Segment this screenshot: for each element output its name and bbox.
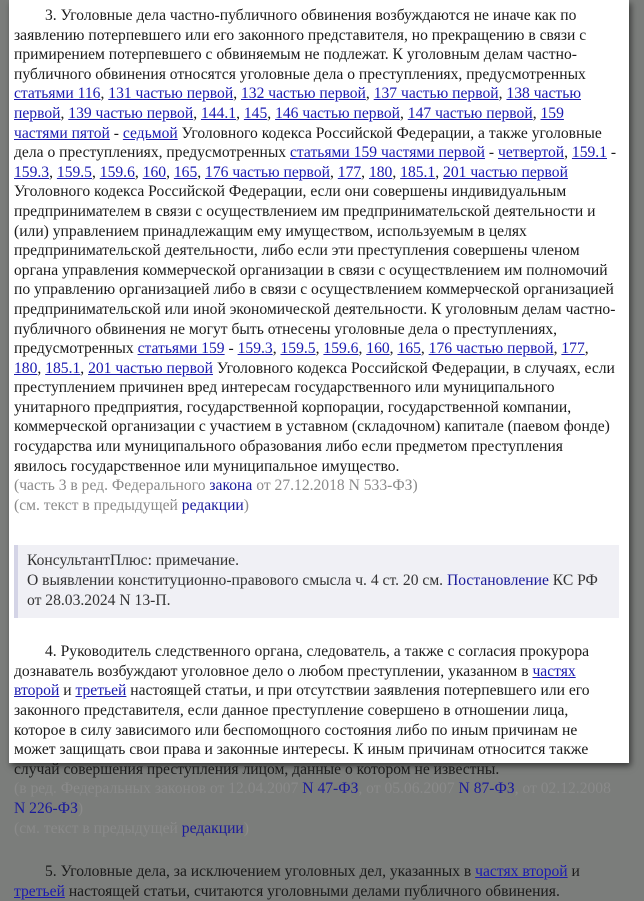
text-segment: 3. Уголовные дела частно-публичного обвинения возбуждаются не иначе как по заявлению потерпевшего или его законного представителя, но прекращению в связи с примирением потерпевшего с обвиняемым не подлежат. К уголовным делам частно-публичного обвинения относятся уголовные дела о преступлениях, предусмотренных <box>14 7 587 83</box>
document-link[interactable]: 185.1 <box>400 163 436 181</box>
document-link[interactable]: закона <box>209 477 253 495</box>
document-link[interactable]: N 87-ФЗ <box>458 780 515 798</box>
document-link[interactable]: 201 частью первой <box>443 163 568 181</box>
document-link[interactable]: частях второй <box>475 863 568 881</box>
text-segment: ) <box>77 799 84 817</box>
document-link[interactable]: 180 <box>368 163 393 181</box>
document-link[interactable]: 139 частью первой <box>68 104 194 122</box>
text-segment: Уголовного кодекса Российской Федерации, если они совершены индивидуальным предпринимателем в связи с осуществлением им предпринимательской деятельности и (или) управлением принадлежащим ему имуществом, используемым в целях предпринимательской деятельности, либо если эти преступления совершены членом органа управления коммерческой организации в связи с осуществлением им полномочий по управлению организацией либо в связи с осуществлением коммерческой организацией предпринимательской или иной экономической деятельности. К уголовным делам частно-публичного обвинения не могут быть отнесены уголовные дела о преступлениях, предусмотренных <box>14 183 616 358</box>
paragraph-p4 <box>14 642 619 779</box>
edition-note <box>14 496 619 516</box>
text-segment: ) <box>243 496 249 514</box>
text-segment: , <box>365 85 374 103</box>
text-segment: , <box>134 163 143 181</box>
text-segment: , <box>272 340 281 358</box>
text-segment: , <box>49 163 57 181</box>
document-link[interactable]: 160 <box>366 340 390 358</box>
text-segment: (см. текст в предыдущей <box>14 496 182 514</box>
document-link[interactable]: 132 частью первой <box>240 85 366 103</box>
document-link[interactable]: редакции <box>181 496 244 514</box>
document-link[interactable]: 137 частью первой <box>373 85 499 103</box>
text-segment: , от 02.12.2008 <box>514 780 611 798</box>
document-link[interactable]: четвертой <box>497 144 565 162</box>
text-segment: , <box>91 163 100 181</box>
text-segment: , <box>361 163 369 181</box>
document-link[interactable]: седьмой <box>122 124 178 142</box>
document-link[interactable]: N 226-ФЗ <box>14 799 78 817</box>
document-link[interactable]: 160 <box>142 163 167 181</box>
text-segment: , <box>80 359 89 377</box>
text-segment: , <box>37 359 46 377</box>
document-link[interactable]: Постановление <box>446 572 549 590</box>
paragraph-p5 <box>14 862 619 901</box>
paragraph-spacer <box>14 515 619 539</box>
text-segment: (часть 3 в ред. Федерального <box>14 477 210 495</box>
text-segment: , <box>193 104 201 122</box>
text-segment: , <box>392 163 401 181</box>
text-segment: КонсультантПлюс: примечание. <box>27 552 239 570</box>
text-segment: Уголовного кодекса Российской Федерации, а также уголовные дела о преступлениях, предусмотренных <box>14 124 602 162</box>
text-segment: и <box>567 863 580 881</box>
text-segment: , <box>315 340 324 358</box>
text-segment: настоящей статьи, и при отсутствии заявления потерпевшего или его законного представителя, если данное преступление совершено в отношении лица, которое в силу зависимого или беспомощного состояния либо по иным причинам не может защищать свои права и законные интересы. К иным причинам относится также случай совершения преступления лицом, данные о котором не известны. <box>14 682 590 778</box>
document-link[interactable]: 159.5 <box>280 340 316 358</box>
text-segment: (см. текст в предыдущей <box>14 819 182 837</box>
text-segment: - <box>484 144 498 162</box>
document-link[interactable]: N 47-ФЗ <box>302 780 359 798</box>
text-segment: , <box>389 340 398 358</box>
text-segment: , <box>399 104 408 122</box>
text-segment: - <box>109 124 123 142</box>
document-link[interactable]: 144.1 <box>200 104 237 122</box>
document-link[interactable]: 145 <box>243 104 268 122</box>
document-link[interactable]: 177 <box>337 163 362 181</box>
text-segment: , <box>553 340 562 358</box>
edition-note <box>14 476 619 496</box>
text-segment: - <box>607 144 617 162</box>
edition-note <box>14 819 619 839</box>
document-link[interactable]: редакции <box>181 819 244 837</box>
paragraph-p3 <box>14 6 619 476</box>
document-link[interactable]: 201 частью первой <box>88 359 213 377</box>
text-segment: , <box>498 85 507 103</box>
text-segment: , <box>584 340 589 358</box>
document-link[interactable]: 147 частью первой <box>407 104 533 122</box>
text-segment: , <box>233 85 241 103</box>
text-segment: , <box>532 104 541 122</box>
document-link[interactable]: статьями 159 <box>137 340 225 358</box>
document-link[interactable]: 159.3 <box>237 340 273 358</box>
document-link[interactable]: 159.6 <box>323 340 359 358</box>
text-segment: , <box>100 85 109 103</box>
text-segment: , <box>358 340 367 358</box>
document-link[interactable]: статьями 116 <box>14 85 101 103</box>
text-segment: КС РФ от 28.03.2024 N 13-П. <box>27 572 598 609</box>
document-link[interactable]: 176 частью первой <box>205 163 330 181</box>
text-segment: , <box>267 104 276 122</box>
text-segment: , <box>197 163 206 181</box>
paragraph-spacer <box>14 838 619 862</box>
document-link[interactable]: 159.3 <box>14 163 50 181</box>
text-segment: 5. Уголовные дела, за исключением уголовных дел, указанных в <box>45 863 476 881</box>
text-segment: , <box>60 104 69 122</box>
document-link[interactable]: 159.1 <box>571 144 607 162</box>
text-segment: , <box>166 163 174 181</box>
document-link[interactable]: 131 частью первой <box>108 85 234 103</box>
text-segment: О выявлении конституционно-правового смысла ч. 4 ст. 20 см. <box>27 572 447 590</box>
text-segment: от 27.12.2018 N 533-ФЗ) <box>252 477 418 495</box>
document-page <box>9 0 629 900</box>
text-segment: , <box>236 104 244 122</box>
document-link[interactable]: 138 частью первой <box>14 85 581 122</box>
document-link[interactable]: 165 <box>397 340 421 358</box>
text-segment: , от 05.06.2007 <box>358 780 459 798</box>
document-link[interactable]: 180 <box>14 359 38 377</box>
document-content <box>9 0 629 901</box>
document-link[interactable]: статьями 159 частями первой <box>290 144 485 162</box>
document-link[interactable]: третьей <box>14 882 65 900</box>
text-segment: 4. Руководитель следственного органа, следователь, а также с согласия прокурора дознаватель возбуждают уголовное дело о любом преступлении, указанном в <box>14 643 590 680</box>
text-segment: (в ред. Федеральных законов от 12.04.2007 <box>14 780 303 798</box>
text-segment: настоящей статьи, считаются уголовными делами публичного обвинения. <box>64 882 560 900</box>
text-segment: , <box>435 163 444 181</box>
document-link[interactable]: 146 частью первой <box>275 104 400 122</box>
document-link[interactable]: третьей <box>75 682 127 700</box>
text-segment: и <box>59 682 76 700</box>
document-link[interactable]: 159.5 <box>56 163 92 181</box>
document-link[interactable]: 159.6 <box>99 163 135 181</box>
document-link[interactable]: 176 частью первой <box>428 340 554 358</box>
document-link[interactable]: 159 частями пятой <box>14 104 564 142</box>
document-link[interactable]: частях второй <box>14 662 576 700</box>
text-segment: ) <box>243 819 249 837</box>
text-segment: Уголовного кодекса Российской Федерации, в случаях, если преступлением причинен вред интересам государственного или муниципального унитарного предприятия, государственной корпорации, государственной компании, коммерческой организации с участием в уставном (складочном) капитале (паевом фонде) государства или муниципального образования либо если предметом преступления явилось государственное или муниципальное имущество. <box>14 359 615 475</box>
text-segment: , <box>564 144 572 162</box>
consultant-note <box>14 545 619 618</box>
edition-note <box>14 779 619 818</box>
text-segment: , <box>329 163 338 181</box>
text-segment: , <box>420 340 429 358</box>
document-link[interactable]: 177 <box>561 340 585 358</box>
text-segment: - <box>224 340 238 358</box>
paragraph-spacer <box>14 618 619 642</box>
document-link[interactable]: 185.1 <box>45 359 81 377</box>
document-link[interactable]: 165 <box>173 163 198 181</box>
